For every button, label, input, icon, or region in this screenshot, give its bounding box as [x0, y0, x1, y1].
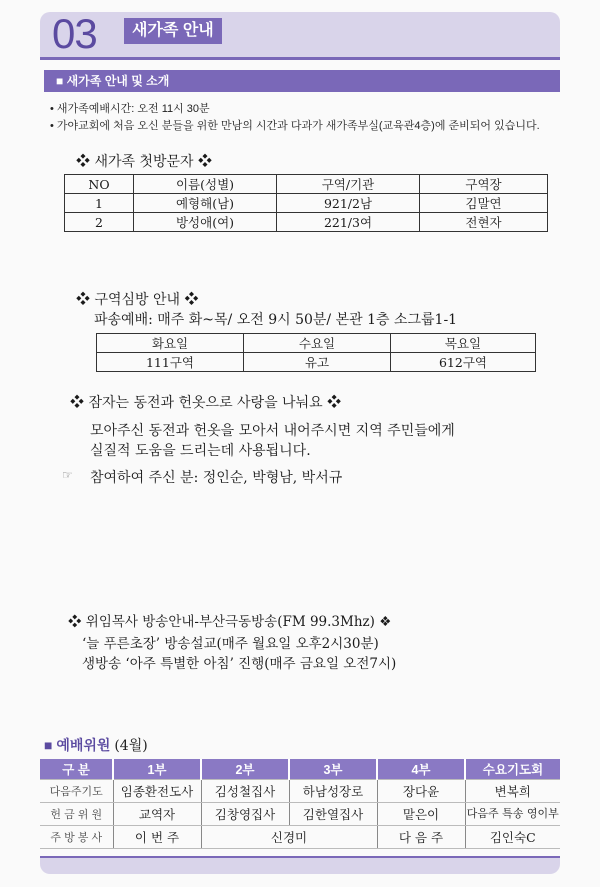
section-title-bar: ■ 새가족 안내 및 소개 [44, 70, 560, 92]
table-cell: 1 [65, 194, 134, 213]
col-header: 3부 [289, 759, 377, 780]
table-row [40, 826, 560, 849]
table-cell: 2 [65, 213, 134, 232]
participants: 참여하여 주신 분: 정인순, 박형남, 박서규 [90, 470, 343, 486]
table-cell: 김인숙C [465, 826, 560, 849]
header-divider [40, 57, 560, 60]
row-label: 헌 금 위 원 [40, 803, 113, 826]
worship-table [40, 759, 560, 849]
col-header: NO [65, 175, 134, 194]
visit-schedule: 파송예배: 매주 화~목/ 오전 9시 50분/ 본관 1층 소그룹1-1 [94, 312, 458, 328]
table-cell: 김창영집사 [201, 803, 289, 826]
table-cell: 김한열집사 [289, 803, 377, 826]
row-label: 주 방 봉 사 [40, 826, 113, 849]
table-cell: 921/2남 [277, 194, 420, 213]
table-row [40, 780, 560, 803]
table-cell: 이 번 주 [113, 826, 201, 849]
table-cell: 맡은이 [377, 803, 465, 826]
note-info: • 가야교회에 처음 오신 분들을 위한 만남의 시간과 다과가 새가족부실(교육관4층)에 준비되어 있습니다. [50, 120, 540, 132]
table-cell: 612구역 [391, 353, 536, 372]
table-cell: 전현자 [420, 213, 548, 232]
worship-title [44, 735, 148, 755]
section-number: 03 [52, 10, 97, 57]
table-cell: 221/3여 [277, 213, 420, 232]
visitors-heading: ❖ 새가족 첫방문자 ❖ [76, 154, 213, 170]
col-header: 이름(성별) [134, 175, 277, 194]
col-header: 구역장 [420, 175, 548, 194]
col-header: 화요일 [97, 334, 244, 353]
worship-title-label: ■ 예배위원 [44, 737, 111, 753]
table-cell: 변복희 [465, 780, 560, 803]
table-cell: 111구역 [97, 353, 244, 372]
table-cell: 예형해(남) [134, 194, 277, 213]
col-header: 구 분 [40, 759, 113, 780]
visitors-table [64, 174, 548, 232]
clothes-text-2: 실질적 도움을 드리는데 사용됩니다. [90, 443, 311, 459]
col-header: 목요일 [391, 334, 536, 353]
header-band [40, 12, 560, 58]
col-header: 구역/기관 [277, 175, 420, 194]
table-cell: 방성애(여) [134, 213, 277, 232]
clothes-text-1: 모아주신 동전과 헌옷을 모아서 내어주시면 지역 주민들에게 [90, 423, 455, 439]
table-cell: 김성철집사 [201, 780, 289, 803]
table-cell: 다음주 특송 영이부 [465, 803, 560, 826]
table-cell: 교역자 [113, 803, 201, 826]
table-cell: 신경미 [201, 826, 377, 849]
visit-table [96, 333, 536, 372]
table-row [65, 194, 548, 213]
col-header: 수요일 [244, 334, 391, 353]
page-title: 새가족 안내 [124, 18, 222, 44]
table-row [40, 803, 560, 826]
col-header: 4부 [377, 759, 465, 780]
table-cell: 다 음 주 [377, 826, 465, 849]
table-header-row [97, 334, 536, 353]
col-header: 수요기도회 [465, 759, 560, 780]
table-cell: 김말연 [420, 194, 548, 213]
table-cell: 장다윤 [377, 780, 465, 803]
broadcast-text-2: 생방송 ‘아주 특별한 아침’ 진행(매주 금요일 오전7시) [82, 656, 397, 672]
table-cell: 하남성장로 [289, 780, 377, 803]
worship-month: (4월) [114, 738, 148, 754]
table-cell: 유고 [244, 353, 391, 372]
broadcast-heading: ❖ 위임목사 방송안내-부산극동방송(FM 99.3Mhz) ❖ [68, 614, 392, 630]
broadcast-text-1: ‘늘 푸른초장’ 방송설교(매주 월요일 오후2시30분) [82, 636, 379, 652]
clothes-heading: ❖ 잠자는 동전과 헌옷으로 사랑을 나눠요 ❖ [70, 395, 342, 411]
table-cell: 임종환전도사 [113, 780, 201, 803]
table-row [65, 213, 548, 232]
table-row [97, 353, 536, 372]
note-time: • 새가족예배시간: 오전 11시 30분 [50, 103, 210, 115]
visit-heading: ❖ 구역심방 안내 ❖ [76, 292, 199, 308]
table-header-row [65, 175, 548, 194]
pointing-hand-icon: ☞ [62, 468, 73, 482]
col-header: 2부 [201, 759, 289, 780]
row-label: 다음주기도 [40, 780, 113, 803]
table-header-row [40, 759, 560, 780]
col-header: 1부 [113, 759, 201, 780]
footer-band [40, 858, 560, 874]
